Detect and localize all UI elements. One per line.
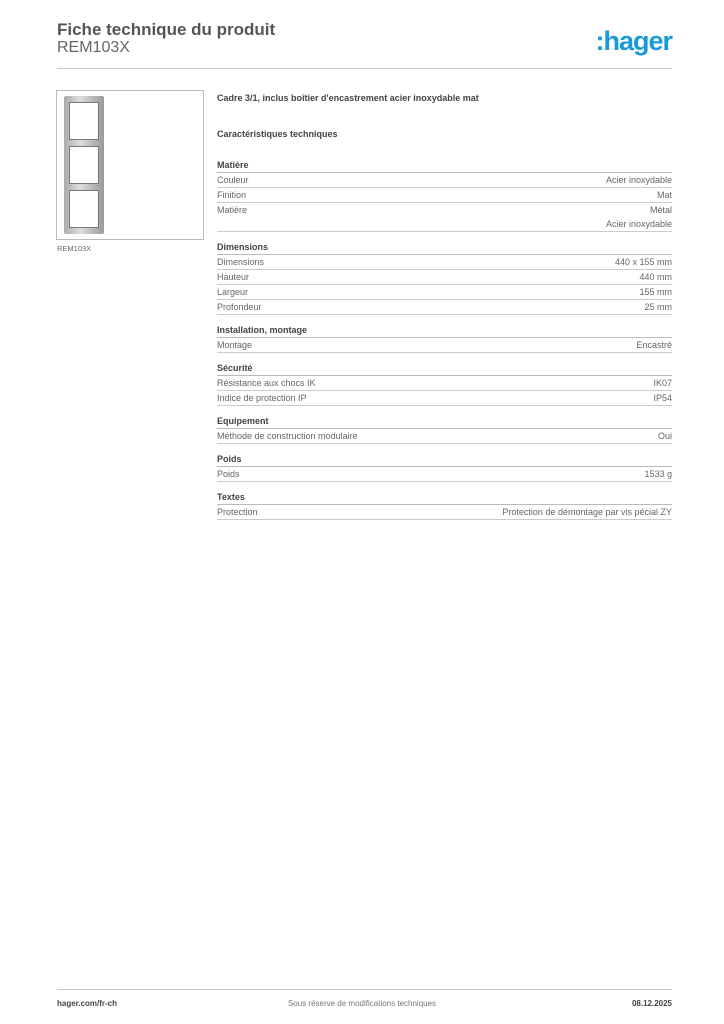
- frame-illustration: [64, 96, 104, 234]
- frame-window: [69, 146, 99, 184]
- section-heading: Installation, montage: [217, 324, 672, 338]
- spec-label: Poids: [217, 469, 240, 479]
- spec-value: [502, 505, 672, 519]
- spec-label: Couleur: [217, 175, 249, 185]
- spec-value-line: 440 x 155 mm: [614, 257, 672, 267]
- spec-label: Finition: [217, 190, 247, 200]
- spec-row: [217, 173, 672, 188]
- spec-section: [217, 324, 672, 353]
- spec-value-line: 1533 g: [644, 469, 672, 479]
- spec-row: [217, 300, 672, 315]
- spec-section: [217, 415, 672, 444]
- image-caption: REM103X: [57, 244, 92, 253]
- spec-label: Largeur: [217, 287, 249, 297]
- spec-value-line: 440 mm: [639, 272, 672, 282]
- spec-value-line: Mat: [656, 190, 672, 200]
- product-code: REM103X: [57, 39, 130, 56]
- spec-section: [217, 159, 672, 232]
- spec-value: [606, 173, 672, 187]
- spec-row: [217, 338, 672, 353]
- footer-website[interactable]: hager.com/fr-ch: [57, 999, 118, 1008]
- section-heading: Poids: [217, 453, 672, 467]
- section-heading: Sécurité: [217, 362, 672, 376]
- spec-row: [217, 391, 672, 406]
- spec-value: [639, 285, 672, 299]
- hager-logo: :hager: [595, 26, 672, 56]
- spec-value-line: 25 mm: [644, 302, 672, 312]
- spec-row: [217, 376, 672, 391]
- spec-value: [644, 300, 672, 314]
- spec-row: [217, 285, 672, 300]
- spec-value: [653, 391, 672, 405]
- spec-value-line: Encastré: [636, 340, 672, 350]
- spec-value: [639, 270, 672, 284]
- spec-row: [217, 188, 672, 203]
- section-heading: Matière: [217, 159, 672, 173]
- header-divider: [57, 68, 672, 69]
- spec-value-line: Acier inoxydable: [605, 175, 672, 185]
- footer-notice: Sous réserve de modifications techniques: [287, 999, 437, 1008]
- spec-label: Profondeur: [217, 302, 262, 312]
- footer-divider: [57, 989, 672, 990]
- spec-section: [217, 453, 672, 482]
- spec-value-line: IP54: [653, 393, 672, 403]
- spec-value: [653, 376, 672, 390]
- characteristics-title: Caractéristiques techniques: [217, 129, 338, 139]
- spec-value: [606, 203, 672, 231]
- product-description: Cadre 3/1, inclus boîtier d'encastrement acier inoxydable mat: [217, 93, 479, 103]
- spec-value: [644, 467, 672, 481]
- section-heading: Dimensions: [217, 241, 672, 255]
- spec-label: Protection: [217, 507, 258, 517]
- page-title: Fiche technique du produit: [57, 20, 276, 39]
- spec-row: [217, 429, 672, 444]
- spec-row: [217, 505, 672, 520]
- spec-label: Matière: [217, 205, 248, 215]
- spec-value: [615, 255, 672, 269]
- spec-section: [217, 491, 672, 520]
- section-heading: Equipement: [217, 415, 672, 429]
- spec-value-line: Acier inoxydable: [605, 219, 672, 229]
- spec-section: [217, 241, 672, 315]
- spec-value-line: Métal: [649, 205, 672, 215]
- spec-row: [217, 467, 672, 482]
- spec-section: [217, 362, 672, 406]
- spec-label: Dimensions: [217, 257, 265, 267]
- section-heading: Textes: [217, 491, 672, 505]
- spec-label: Méthode de construction modulaire: [217, 431, 358, 441]
- spec-row: [217, 255, 672, 270]
- footer-date: 08.12.2025: [631, 999, 672, 1008]
- spec-sections: [217, 159, 672, 520]
- spec-value: [657, 188, 672, 202]
- spec-value-line: Oui: [657, 431, 672, 441]
- spec-label: Hauteur: [217, 272, 250, 282]
- frame-window: [69, 102, 99, 140]
- product-details: [217, 93, 672, 529]
- spec-label: Indice de protection IP: [217, 393, 307, 403]
- spec-value: [636, 338, 672, 352]
- spec-value-line: 155 mm: [639, 287, 672, 297]
- spec-label: Montage: [217, 340, 253, 350]
- spec-row: [217, 270, 672, 285]
- spec-row: [217, 203, 672, 232]
- spec-value-line: IK07: [653, 378, 672, 388]
- spec-value-line: Protection de démontage par vis pécial ZY: [502, 507, 672, 517]
- spec-value: [658, 429, 672, 443]
- spec-label: Résistance aux chocs IK: [217, 378, 316, 388]
- product-image: [56, 90, 204, 240]
- frame-window: [69, 190, 99, 228]
